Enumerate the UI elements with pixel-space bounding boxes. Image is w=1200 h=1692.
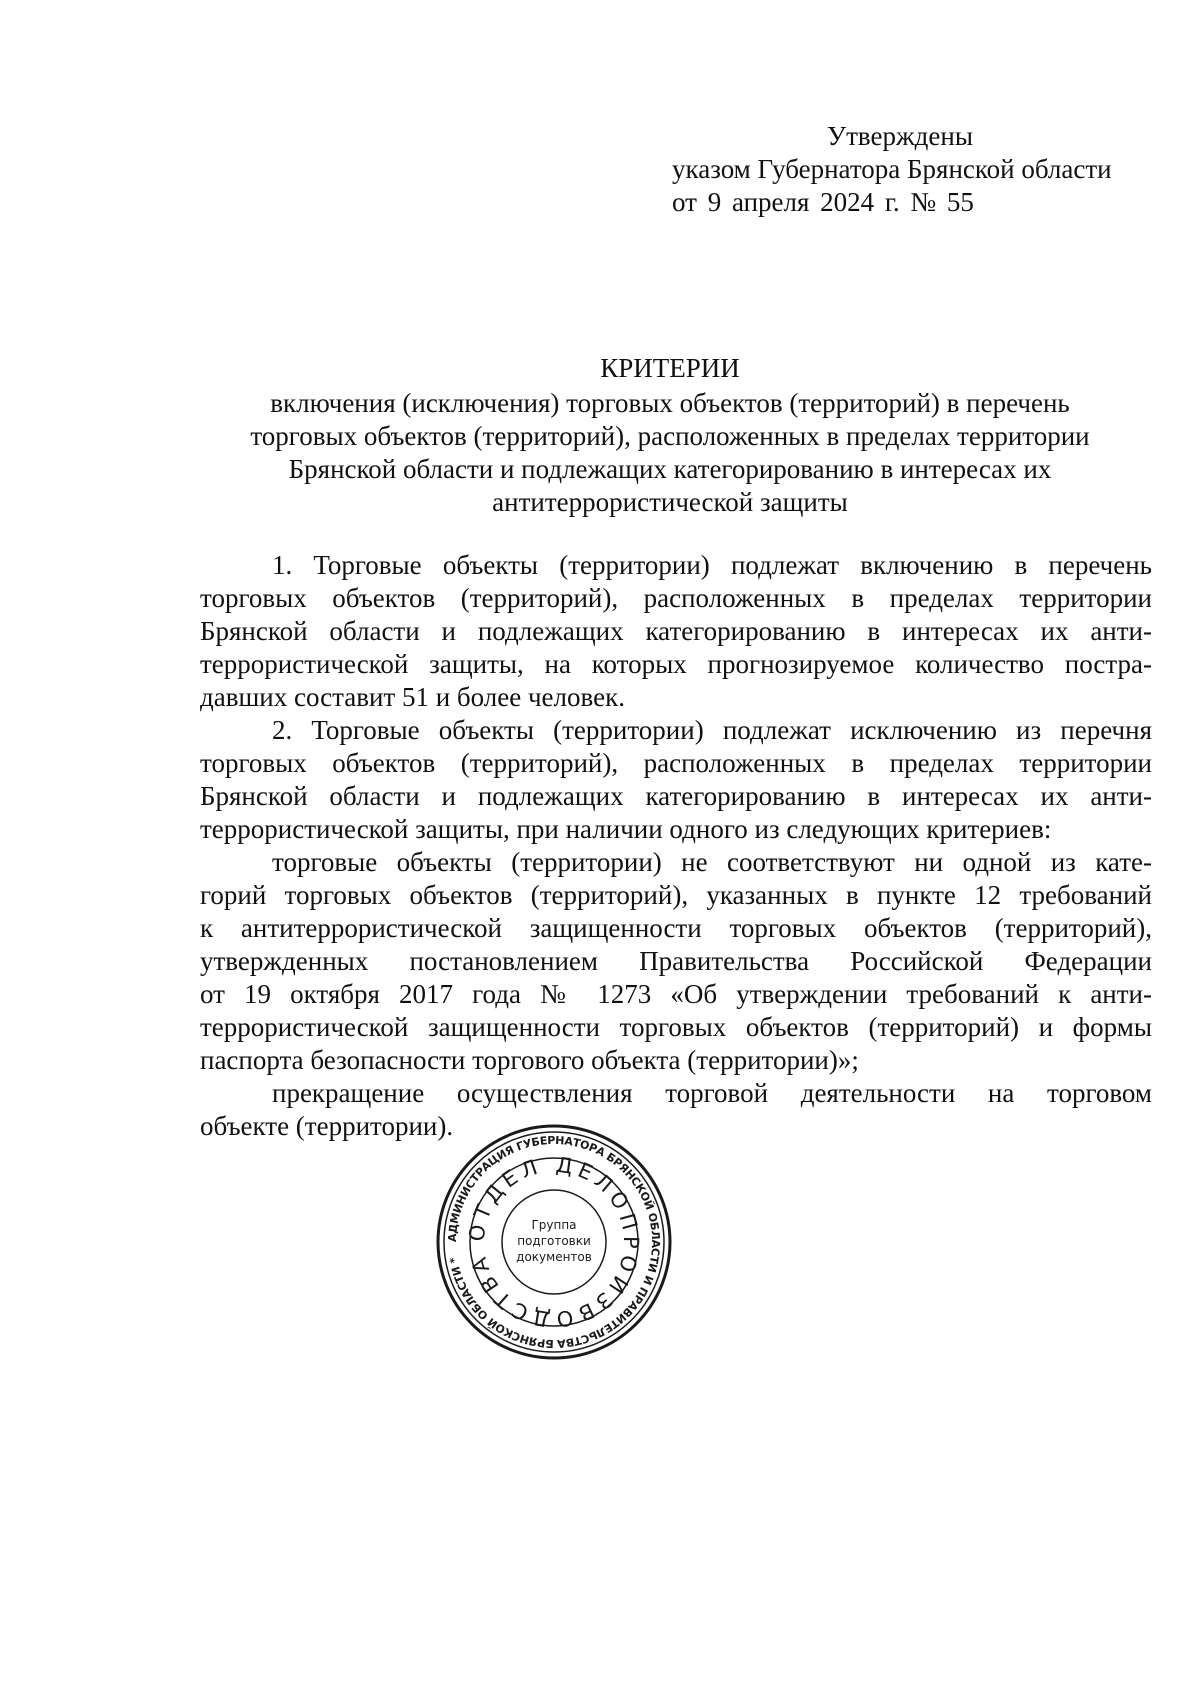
approval-date-number: от 9 апреля 2024 г. № 55 — [672, 187, 974, 217]
paragraph-line: горий торговых объектов (территорий), указанных в пункте 12 требований — [200, 880, 1152, 910]
paragraph-line: Брянской области и подлежащих категорированию в интересах их анти- — [200, 616, 1152, 646]
subtitle-line: Брянской области и подлежащих категорированию в интересах их — [288, 454, 1052, 484]
paragraph-line: объекте (территории). — [200, 1111, 454, 1141]
approval-block — [672, 120, 1112, 219]
paragraph-line: утвержденных постановлением Правительства Российской Федерации — [200, 946, 1152, 976]
document-body — [200, 549, 1152, 1143]
stamp-seal — [434, 1122, 674, 1362]
paragraph-line: 1. Торговые объекты (территории) подлежат включению в перечень — [272, 550, 1152, 580]
document-title: КРИТЕРИИ — [600, 353, 740, 383]
paragraph-line: к антитеррористической защищенности торговых объектов (территорий), — [200, 913, 1152, 943]
paragraph-line: торговых объектов (территорий), расположенных в пределах территории — [200, 748, 1152, 778]
document-subtitle — [200, 387, 1140, 519]
paragraph-line: террористической защиты, на которых прогнозируемое количество постра- — [200, 649, 1152, 679]
criterion-1 — [200, 846, 1152, 1077]
paragraph-line: паспорта безопасности торгового объекта (территории)»; — [200, 1045, 859, 1075]
paragraph-line: террористической защиты, при наличии одного из следующих критериев: — [200, 814, 1052, 844]
paragraph-line: прекращение осуществления торговой деятельности на торговом — [272, 1078, 1152, 1108]
stamp-outer-text: АДМИНИСТРАЦИЯ ГУБЕРНАТОРА БРЯНСКОЙ ОБЛАСТИ И ПРАВИТЕЛЬСТВА БРЯНСКОЙ ОБЛАСТИ * — [445, 1133, 663, 1351]
approval-label: Утверждены — [827, 121, 973, 151]
subtitle-line: антитеррористической защиты — [492, 487, 848, 517]
subtitle-line: включения (исключения) торговых объектов (территорий) в перечень — [270, 388, 1070, 418]
paragraph-line: от 19 октября 2017 года № 1273 «Об утверждении требований к анти- — [200, 979, 1152, 1009]
stamp-inner-text: ОТДЕЛ ДЕЛОПРОИЗВОДСТВА — [464, 1152, 644, 1332]
paragraph-line: террористической защищенности торговых объектов (территорий) и формы — [200, 1012, 1152, 1042]
approval-issuer: указом Губернатора Брянской области — [672, 154, 1112, 184]
paragraph-line: давших составит 51 и более человек. — [200, 682, 625, 712]
paragraph-line: 2. Торговые объекты (территории) подлежат исключению из перечня — [272, 715, 1152, 745]
document-heading — [200, 352, 1140, 519]
stamp-center-line: Группа — [531, 1218, 577, 1232]
paragraph-line: торговые объекты (территории) не соответствуют ни одной из кате- — [272, 847, 1152, 877]
subtitle-line: торговых объектов (территорий), расположенных в пределах территории — [250, 421, 1090, 451]
paragraph-2 — [200, 714, 1152, 846]
criterion-2 — [200, 1077, 1152, 1143]
stamp-center-line: подготовки — [517, 1234, 591, 1248]
office-stamp — [434, 1122, 674, 1362]
stamp-center-line: документов — [516, 1250, 592, 1264]
paragraph-line: торговых объектов (территорий), расположенных в пределах территории — [200, 583, 1152, 613]
paragraph-1 — [200, 549, 1152, 714]
paragraph-line: Брянской области и подлежащих категорированию в интересах их анти- — [200, 781, 1152, 811]
